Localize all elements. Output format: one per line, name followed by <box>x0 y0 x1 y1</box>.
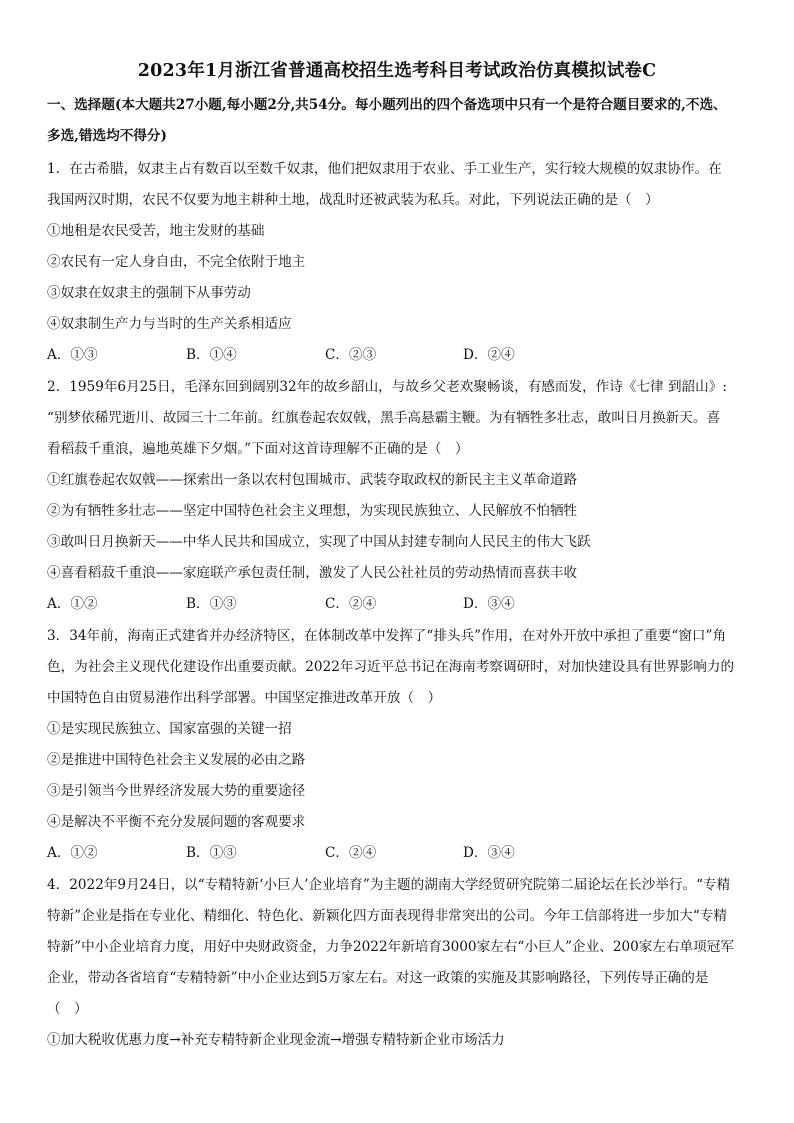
q3-option-c: C．②④ <box>325 845 377 861</box>
q1-statement-3: ③奴隶在奴隶主的强制下从事劳动 <box>47 285 251 301</box>
section-header-line-1: 一、选择题(本大题共27小题,每小题2分,共54分。每小题列出的四个备选项中只有一个是符合题目要求的,不选、 <box>47 97 727 113</box>
q1-option-d: D．②④ <box>463 347 515 363</box>
section-header-line-2: 多选,错选均不得分) <box>47 128 167 144</box>
q3-option-d: D．③④ <box>463 845 515 861</box>
q4-stem-line-2: 特新”企业是指在专业化、精细化、特色化、新颖化四方面表现得非常突出的公司。今年工信部将进一步加大“专精 <box>47 908 727 924</box>
q4-stem-line-1: 4．2022年9月24日，以“专精特新‘小巨人’企业培育”为主题的湖南大学经贸研究院第二届论坛在长沙举行。“专精 <box>47 877 731 893</box>
q1-statement-1: ①地租是农民受苦，地主发财的基础 <box>47 223 265 239</box>
q3-option-a: A．①② <box>47 845 98 861</box>
q3-option-b: B．①③ <box>186 845 237 861</box>
q3-stem-line-2: 色，为社会主义现代化建设作出重要贡献。2022年习近平总书记在海南考察调研时，对加快建设具有世界影响力的 <box>47 659 735 675</box>
q3-statement-3: ③是引领当今世界经济发展大势的重要途径 <box>47 783 306 799</box>
q1-stem-line-1: 1．在古希腊，奴隶主占有数百以至数千奴隶，他们把奴隶用于农业、手工业生产，实行较大规模的奴隶协作。在 <box>47 161 722 177</box>
q4-stem-line-3: 特新”中小企业培育力度，用好中央财政资金，力争2022年新培育3000家左右“小巨人”企业、200家左右单项冠军 <box>47 939 734 955</box>
q2-stem-line-1: 2．1959年6月25日，毛泽东回到阔别32年的故乡韶山，与故乡父老欢聚畅谈，有感而发，作诗《七律 到韶山》: <box>47 379 727 395</box>
q2-option-a: A．①② <box>47 596 98 612</box>
q4-stem-line-5: （ ） <box>47 1001 88 1017</box>
q2-option-c: C．②④ <box>325 596 377 612</box>
q4-statement-1: ①加大税收优惠力度→补充专精特新企业现金流→增强专精特新企业市场活力 <box>47 1032 505 1048</box>
q1-statement-2: ②农民有一定人身自由，不完全依附于地主 <box>47 254 306 270</box>
q2-option-b: B．①③ <box>186 596 237 612</box>
exam-title: 2023年1月浙江省普通高校招生选考科目考试政治仿真模拟试卷C <box>137 61 657 81</box>
q2-statement-4: ④喜看稻菽千重浪——家庭联产承包责任制，激发了人民公社社员的劳动热情而喜获丰收 <box>47 565 578 581</box>
q2-statement-3: ③敢叫日月换新天——中华人民共和国成立，实现了中国从封建专制向人民民主的伟大飞跃 <box>47 534 591 550</box>
q3-statement-4: ④是解决不平衡不充分发展问题的客观要求 <box>47 814 306 830</box>
q2-option-d: D．③④ <box>463 596 515 612</box>
q1-option-c: C．②③ <box>325 347 377 363</box>
q2-stem-line-3: 看稻菽千重浪，遍地英雄下夕烟。”下面对这首诗理解不正确的是（ ） <box>47 441 469 457</box>
q3-statement-2: ②是推进中国特色社会主义发展的必由之路 <box>47 752 306 768</box>
q2-statement-1: ①红旗卷起农奴戟——探索出一条以农村包围城市、武装夺取政权的新民主主义革命道路 <box>47 472 578 488</box>
q2-statement-2: ②为有牺牲多壮志——坚定中国特色社会主义理想，为实现民族独立、人民解放不怕牺牲 <box>47 503 578 519</box>
q1-statement-4: ④奴隶制生产力与当时的生产关系相适应 <box>47 316 292 332</box>
q1-option-b: B．①④ <box>186 347 237 363</box>
q3-statement-1: ①是实现民族独立、国家富强的关键一招 <box>47 721 292 737</box>
q3-stem-line-1: 3．34年前，海南正式建省并办经济特区，在体制改革中发挥了“排头兵”作用，在对外开放中承担了重要“窗口”角 <box>47 628 727 644</box>
q1-stem-line-2: 我国两汉时期，农民不仅要为地主耕种土地，战乱时还被武装为私兵。对此，下列说法正确的是（ ） <box>47 192 659 208</box>
q1-option-a: A．①③ <box>47 347 98 363</box>
q2-stem-line-2: “别梦依稀咒逝川、故园三十二年前。红旗卷起农奴戟，黑手高悬霸主鞭。为有牺牲多壮志，敢叫日月换新天。喜 <box>47 410 721 426</box>
q4-stem-line-4: 企业，带动各省培育“专精特新”中小企业达到5万家左右。对这一政策的实施及其影响路径，下列传导正确的是 <box>47 970 709 986</box>
q3-stem-line-3: 中国特色自由贸易港作出科学部署。中国坚定推进改革开放（ ） <box>47 690 442 706</box>
